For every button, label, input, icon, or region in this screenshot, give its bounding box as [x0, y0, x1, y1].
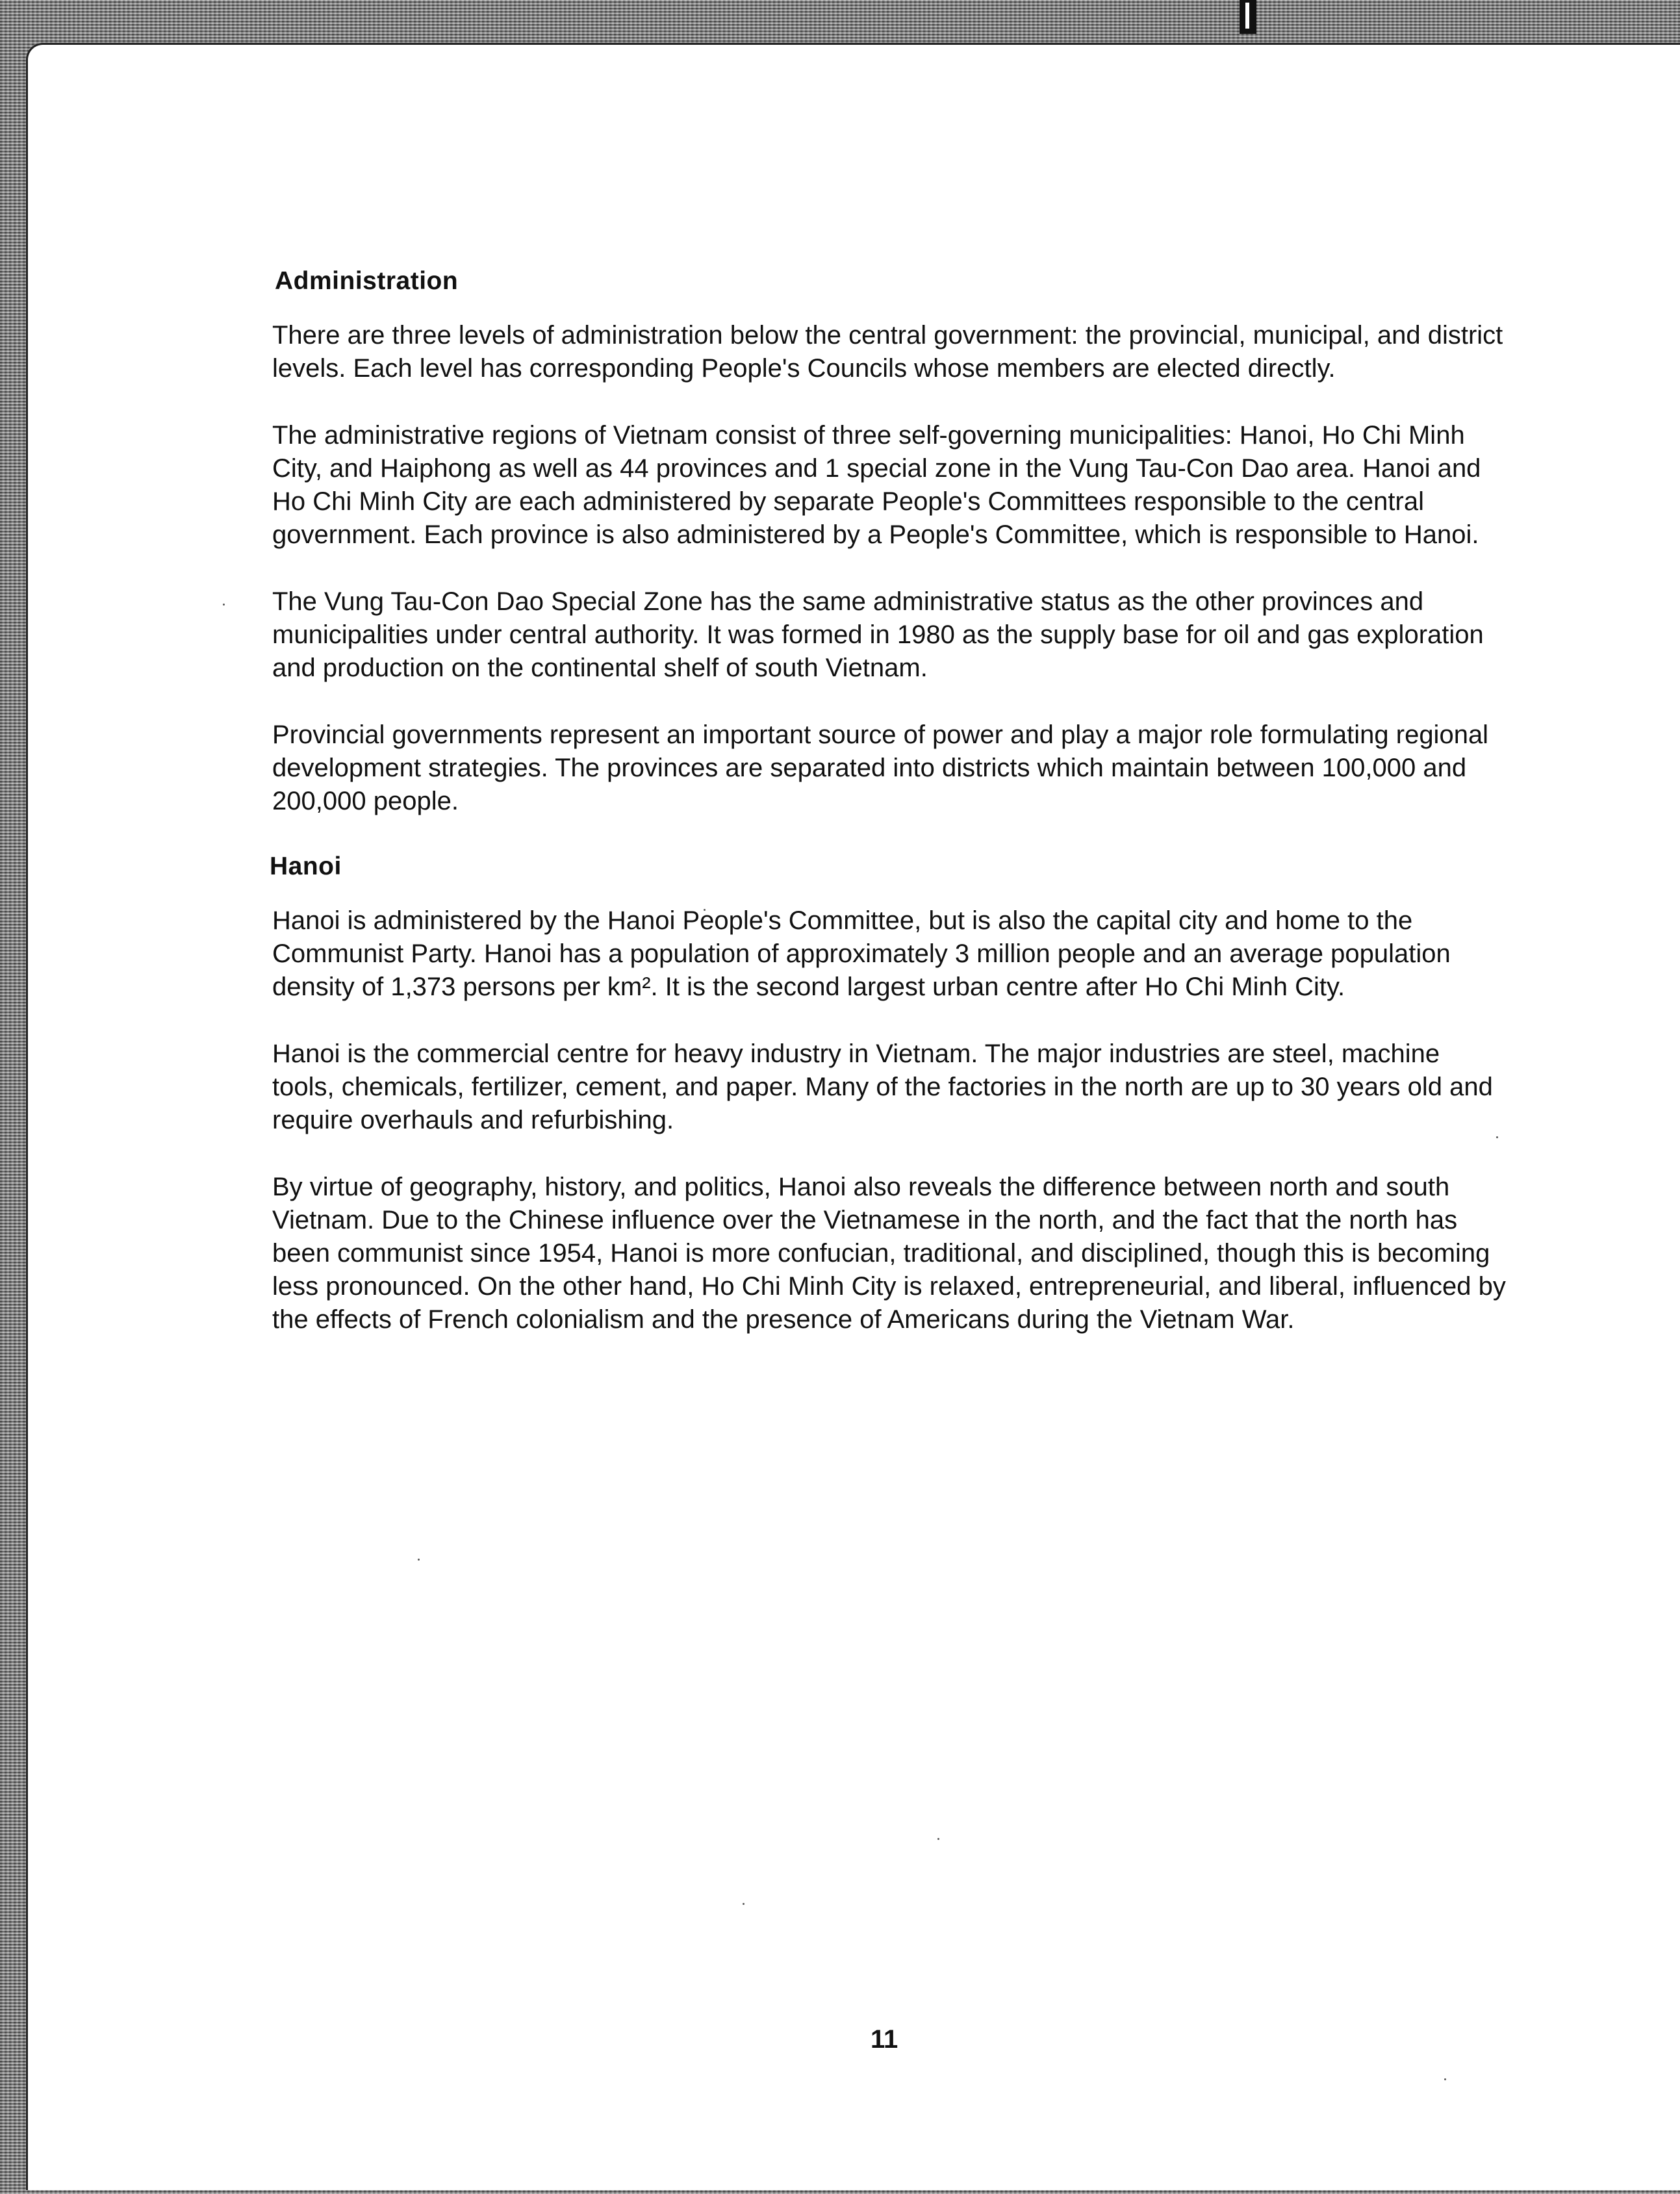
paragraph: The Vung Tau-Con Dao Special Zone has the same administrative status as the other provinces and municipalities under central authority. It was formed in 1980 as the supply base for oil and gas exploration and production on the continental shelf of south Vietnam.	[272, 587, 1484, 682]
document-body	[244, 266, 1517, 1370]
scan-speck	[1444, 2078, 1446, 2080]
scan-registration-mark	[1240, 0, 1256, 34]
scan-speck	[223, 604, 225, 606]
paragraph: Provincial governments represent an important source of power and play a major role formulating regional development strategies. The provinces are separated into districts which maintain between 100,000 and 200,000 people.	[272, 720, 1489, 815]
paragraph: Hanoi is the commercial centre for heavy industry in Vietnam. The major industries are steel, machine tools, chemicals, fertilizer, cement, and paper. Many of the factories in the north are up to 30 years old and require overhauls and refurbishing.	[272, 1039, 1493, 1134]
section-administration	[244, 266, 1517, 818]
paragraph: The administrative regions of Vietnam consist of three self-governing municipalities: Hanoi, Ho Chi Minh City, and Haiphong as well as 44 provinces and 1 special zone in the Vung Tau-Con Dao area. Hanoi and Ho Chi Minh City are each administered by separate People's Committees responsible to the central government. Each province is also administered by a People's Committee, which is responsible to Hanoi.	[272, 420, 1481, 549]
paragraph: There are three levels of administration below the central government: the provincial, municipal, and district levels. Each level has corresponding People's Councils whose members are elected directly.	[272, 320, 1503, 383]
paragraph: Hanoi is administered by the Hanoi People's Committee, but is also the capital city and home to the Communist Party. Hanoi has a population of approximately 3 million people and an average population density of 1,373 persons per km². It is the second largest urban centre after Ho Chi Minh City.	[272, 906, 1451, 1001]
scan-speck	[418, 1559, 420, 1561]
scan-speck	[743, 1903, 745, 1905]
section-heading: Hanoi	[270, 852, 342, 880]
scan-speck	[937, 1838, 939, 1840]
section-hanoi	[244, 852, 1517, 1336]
page-number: 11	[871, 2025, 898, 2054]
paragraph: By virtue of geography, history, and politics, Hanoi also reveals the difference between north and south Vietnam. Due to the Chinese influence over the Vietnamese in the north, and the fact that the north has been communist since 1954, Hanoi is more confucian, traditional, and disciplined, though this is becoming less pronounced. On the other hand, Ho Chi Minh City is relaxed, entrepreneurial, and liberal, influenced by the effects of French colonialism and the presence of Americans during the Vietnam War.	[272, 1172, 1506, 1334]
section-heading: Administration	[275, 267, 459, 295]
